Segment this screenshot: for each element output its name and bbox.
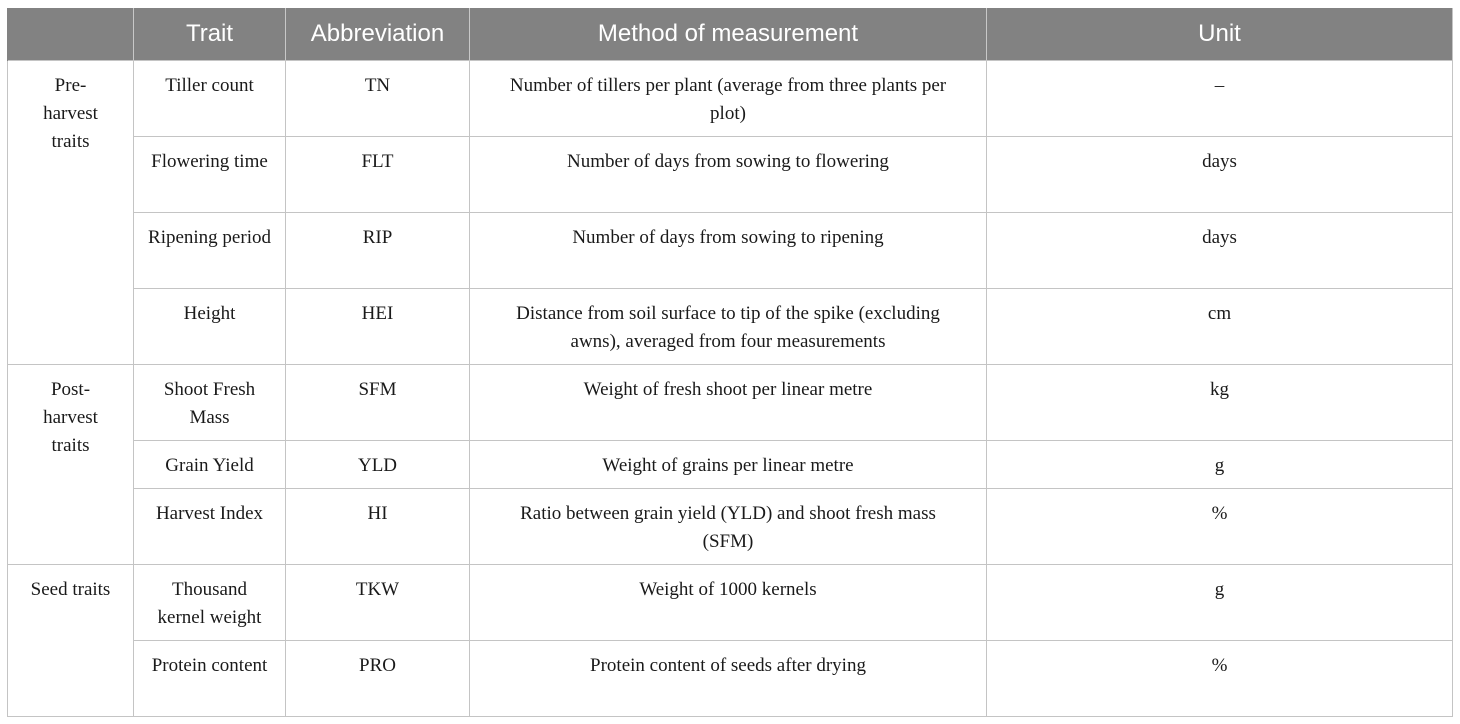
header-method: Method of measurement [470,8,987,61]
unit-cell: g [987,441,1453,489]
traits-table [7,8,1453,717]
table-row [8,365,1453,441]
trait-cell: Flowering time [134,137,286,213]
table-row [8,137,1453,213]
table-row [8,565,1453,641]
abbreviation-cell: HEI [286,289,470,365]
trait-cell: Ripening period [134,213,286,289]
header-group [8,8,134,61]
trait-cell: Protein content [134,641,286,717]
unit-cell: – [987,61,1453,137]
trait-cell: Thousand kernel weight [134,565,286,641]
method-cell: Number of tillers per plant (average from three plants per plot) [470,61,987,137]
method-cell: Ratio between grain yield (YLD) and shoot fresh mass (SFM) [470,489,987,565]
table-row [8,441,1453,489]
trait-cell: Shoot Fresh Mass [134,365,286,441]
method-cell: Weight of grains per linear metre [470,441,987,489]
method-cell: Number of days from sowing to flowering [470,137,987,213]
abbreviation-cell: PRO [286,641,470,717]
trait-cell: Harvest Index [134,489,286,565]
table-row [8,61,1453,137]
method-cell: Weight of fresh shoot per linear metre [470,365,987,441]
abbreviation-cell: TKW [286,565,470,641]
group-label-pre-harvest: Pre-harvest traits [8,61,134,365]
header-unit: Unit [987,8,1453,61]
header-abbreviation: Abbreviation [286,8,470,61]
method-cell: Weight of 1000 kernels [470,565,987,641]
unit-cell: % [987,489,1453,565]
table-row [8,289,1453,365]
abbreviation-cell: YLD [286,441,470,489]
group-label-post-harvest: Post-harvest traits [8,365,134,565]
unit-cell: days [987,137,1453,213]
table-row [8,641,1453,717]
unit-cell: cm [987,289,1453,365]
table-header [8,8,1453,61]
trait-cell: Grain Yield [134,441,286,489]
trait-cell: Tiller count [134,61,286,137]
unit-cell: g [987,565,1453,641]
method-cell: Distance from soil surface to tip of the spike (excluding awns), averaged from four measurements [470,289,987,365]
method-cell: Number of days from sowing to ripening [470,213,987,289]
group-label-seed-traits: Seed traits [8,565,134,717]
abbreviation-cell: FLT [286,137,470,213]
unit-cell: days [987,213,1453,289]
header-row [8,8,1453,61]
abbreviation-cell: TN [286,61,470,137]
header-trait: Trait [134,8,286,61]
method-cell: Protein content of seeds after drying [470,641,987,717]
abbreviation-cell: RIP [286,213,470,289]
abbreviation-cell: HI [286,489,470,565]
unit-cell: % [987,641,1453,717]
table-body [8,61,1453,717]
table-row [8,213,1453,289]
unit-cell: kg [987,365,1453,441]
trait-cell: Height [134,289,286,365]
abbreviation-cell: SFM [286,365,470,441]
table-row [8,489,1453,565]
